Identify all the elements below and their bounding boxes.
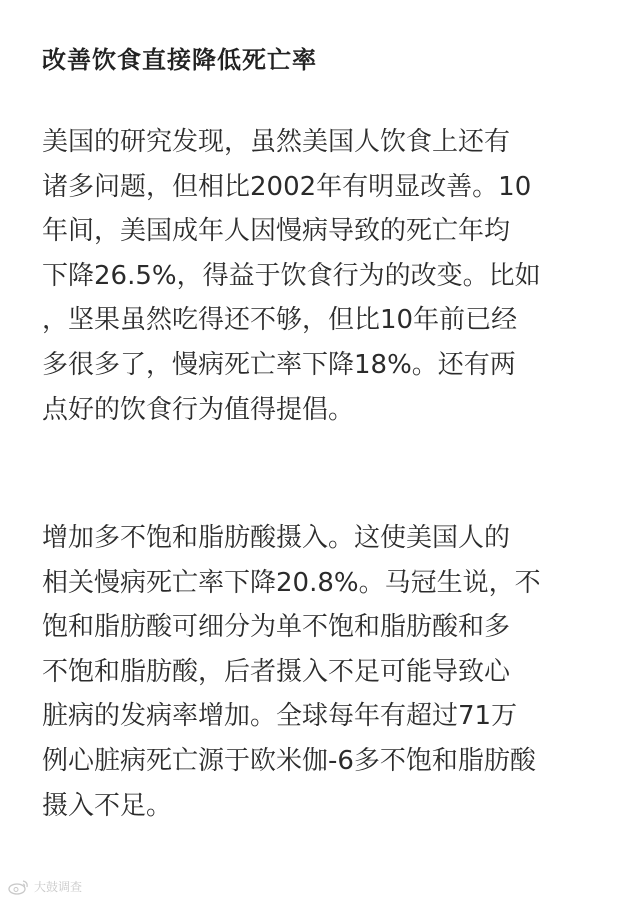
article-title: 改善饮食直接降低死亡率 xyxy=(42,46,317,74)
watermark-text: 大鼓调查 xyxy=(34,880,83,894)
watermark xyxy=(8,878,82,895)
paragraph-line: 美国的研究发现，虽然美国人饮食上还有 xyxy=(42,127,511,157)
paragraph-line: 多很多了，慢病死亡率下降18%。还有两 xyxy=(42,349,516,380)
paragraph-line: 摄入不足。 xyxy=(42,790,173,821)
paragraph-line: 例心脏病死亡源于欧米伽-6多不饱和脂肪酸 xyxy=(42,745,536,776)
paragraph-line: 相关慢病死亡率下降20.8%。马冠生说，不 xyxy=(42,567,541,598)
paragraph-line: 不饱和脂肪酸，后者摄入不足可能导致心 xyxy=(42,656,511,687)
paragraph-1 xyxy=(42,120,602,432)
paragraph-line: ，坚果虽然吃得还不够，但比10年前已经 xyxy=(42,305,518,336)
paragraph-line: 点好的饮食行为值得提倡。 xyxy=(42,394,355,425)
paragraph-line: 增加多不饱和脂肪酸摄入。这使美国人的 xyxy=(42,523,511,553)
weibo-icon xyxy=(8,879,30,895)
paragraph-2 xyxy=(42,516,602,828)
paragraph-line: 诸多问题，但相比2002年有明显改善。10 xyxy=(42,171,532,202)
paragraph-line: 饱和脂肪酸可细分为单不饱和脂肪酸和多 xyxy=(42,612,511,643)
paragraph-line: 脏病的发病率增加。全球每年有超过71万 xyxy=(42,701,518,732)
paragraph-line: 下降26.5%，得益于饮食行为的改变。比如 xyxy=(42,260,541,291)
paragraph-line: 年间，美国成年人因慢病导致的死亡年均 xyxy=(42,216,511,247)
